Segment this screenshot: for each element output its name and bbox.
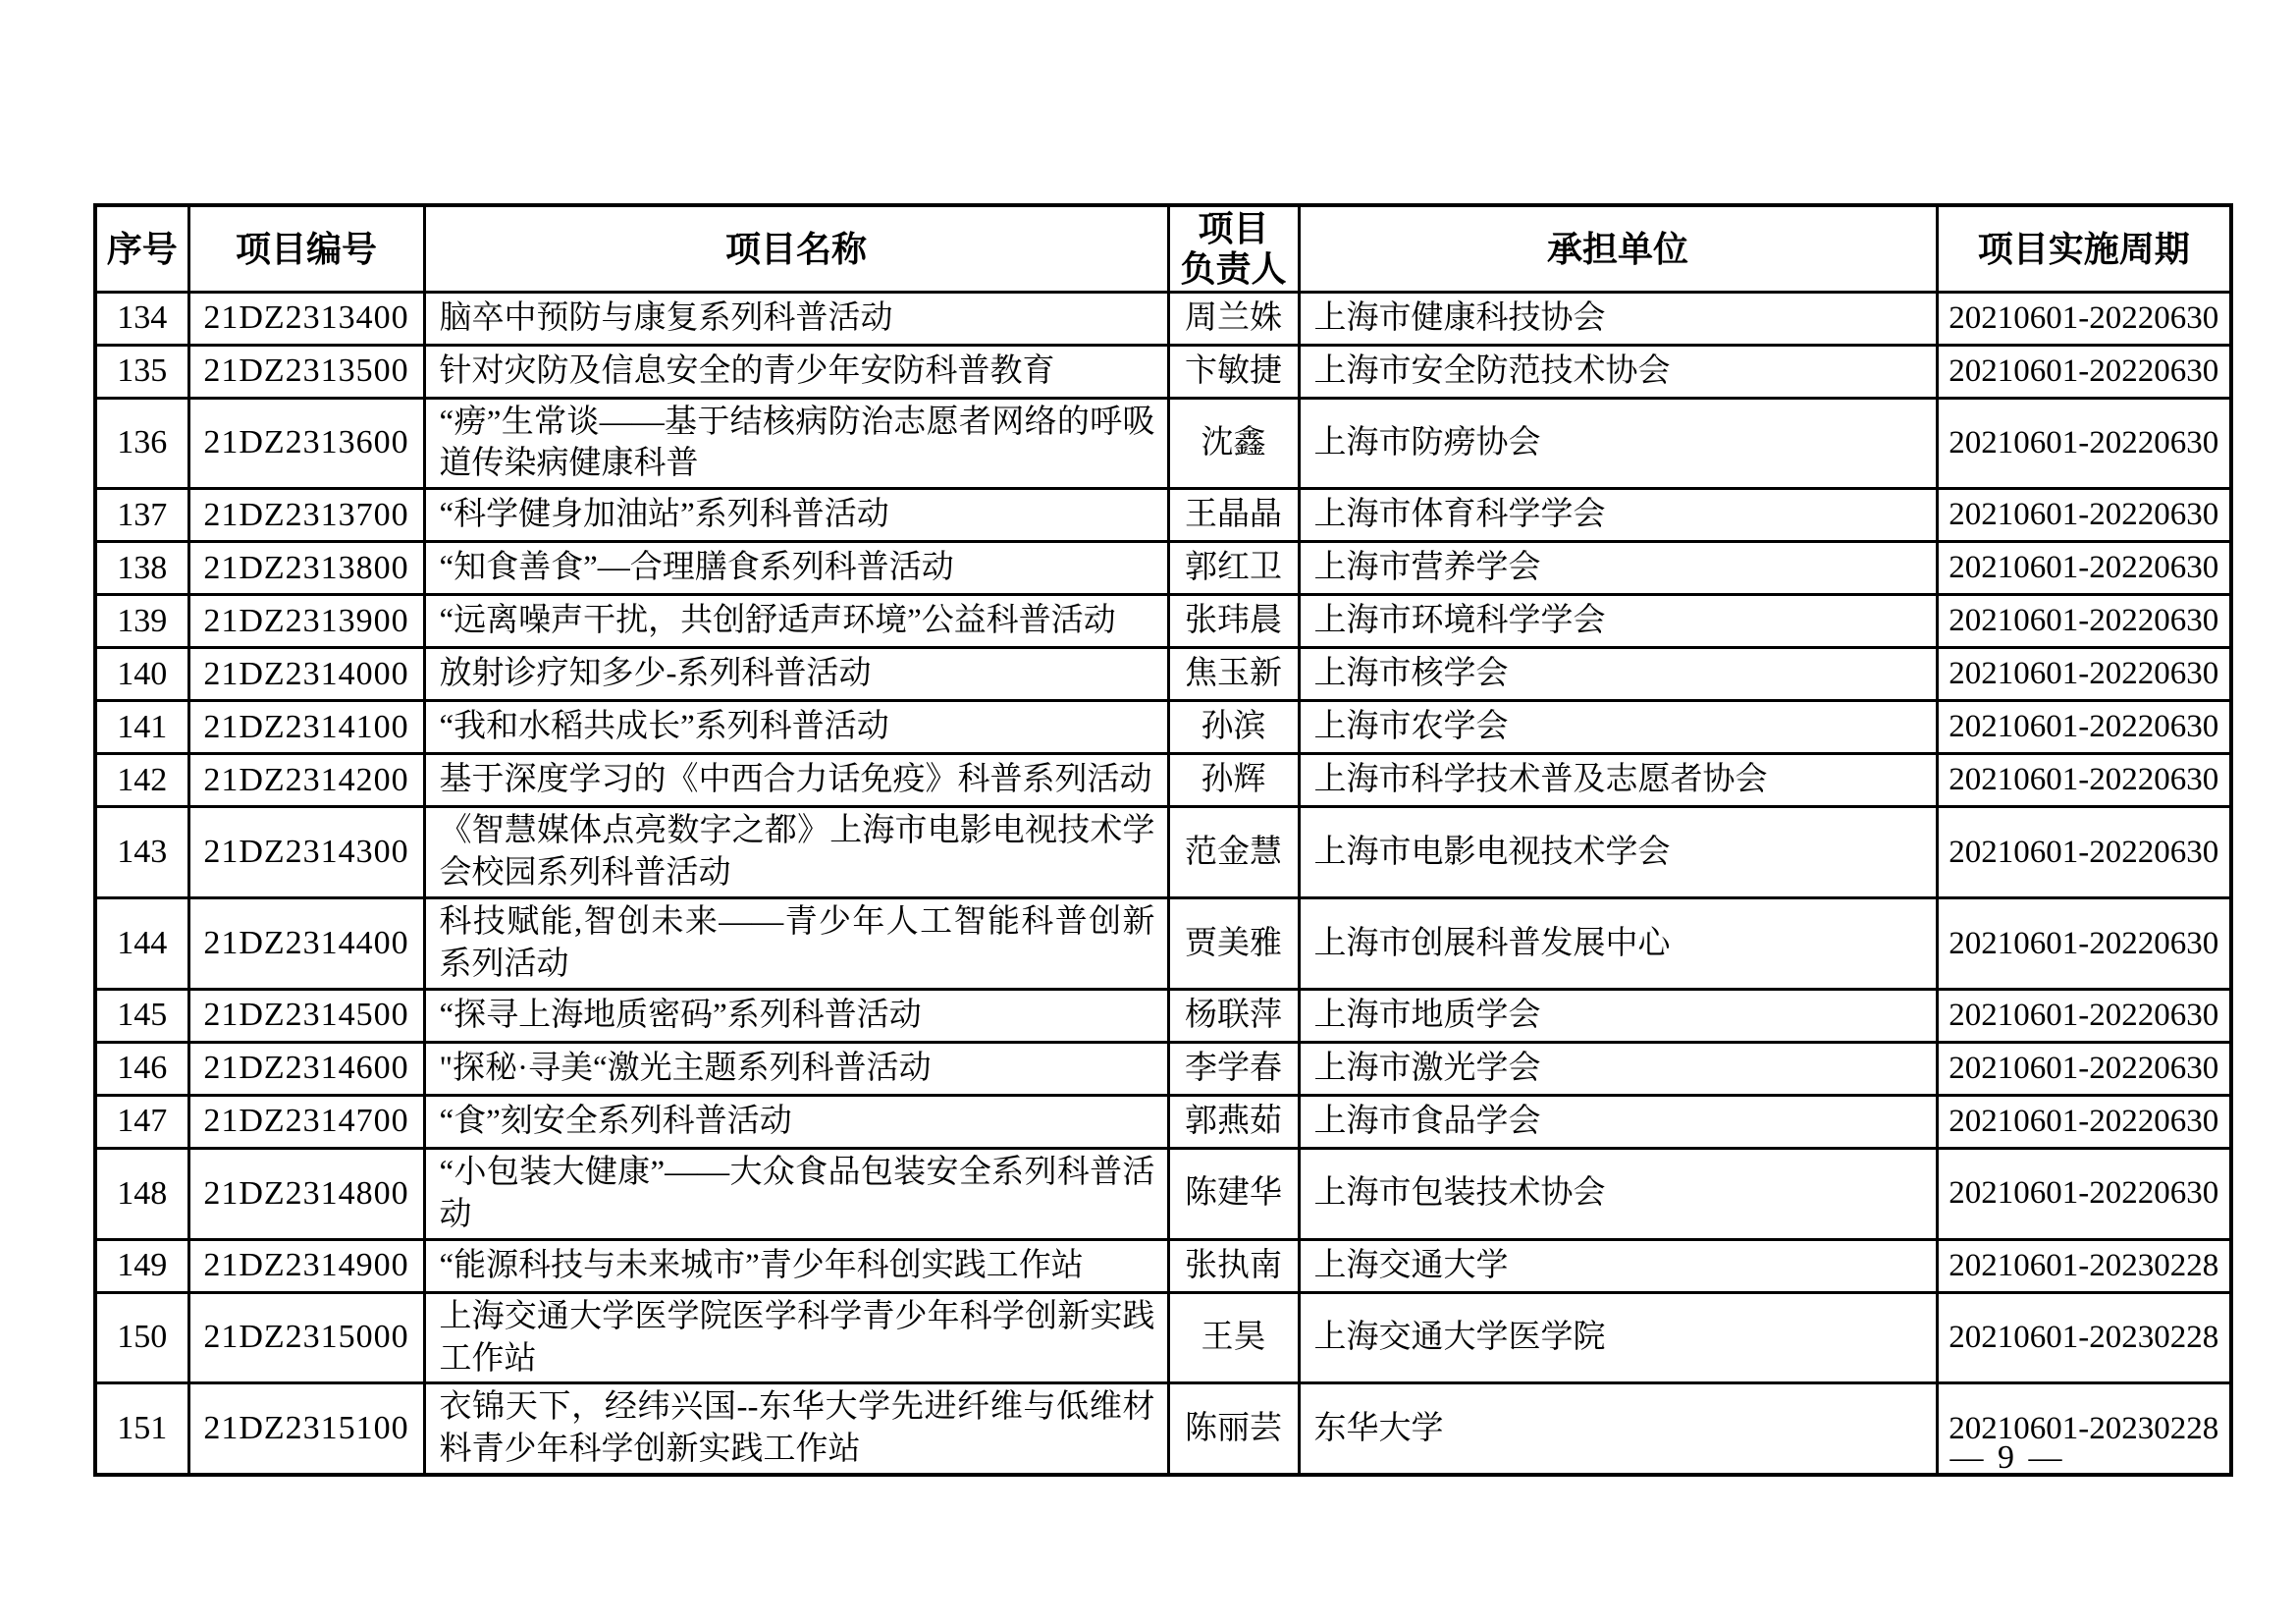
cell-project-leader: 范金慧 — [1168, 807, 1299, 898]
cell-project-code: 21DZ2314700 — [188, 1095, 424, 1148]
header-unit: 承担单位 — [1299, 205, 1937, 292]
table-row — [95, 398, 2231, 489]
cell-implementation-period: 20210601-20220630 — [1937, 807, 2231, 898]
cell-project-leader: 焦玉新 — [1168, 648, 1299, 701]
cell-project-leader: 王晶晶 — [1168, 489, 1299, 542]
cell-serial-number: 150 — [95, 1292, 188, 1383]
cell-implementation-period: 20210601-20230228 — [1937, 1292, 2231, 1383]
cell-implementation-period: 20210601-20220630 — [1937, 489, 2231, 542]
cell-project-code: 21DZ2314400 — [188, 898, 424, 990]
table-row — [95, 1042, 2231, 1095]
cell-undertaking-unit: 上海市健康科技协会 — [1299, 292, 1937, 345]
cell-project-code: 21DZ2313700 — [188, 489, 424, 542]
table-row — [95, 595, 2231, 648]
cell-project-code: 21DZ2313900 — [188, 595, 424, 648]
table-row — [95, 701, 2231, 754]
cell-implementation-period: 20210601-20230228 — [1937, 1383, 2231, 1475]
table-row — [95, 989, 2231, 1042]
cell-project-name: 科技赋能,智创未来——青少年人工智能科普创新系列活动 — [424, 898, 1168, 990]
cell-project-name: “科学健身加油站”系列科普活动 — [424, 489, 1168, 542]
cell-project-name: “知食善食”—合理膳食系列科普活动 — [424, 542, 1168, 595]
cell-project-name: 《智慧媒体点亮数字之都》上海市电影电视技术学会校园系列科普活动 — [424, 807, 1168, 898]
cell-project-leader: 孙滨 — [1168, 701, 1299, 754]
cell-project-code: 21DZ2314600 — [188, 1042, 424, 1095]
header-index: 序号 — [95, 205, 188, 292]
header-row — [95, 205, 2231, 292]
cell-project-code: 21DZ2313600 — [188, 398, 424, 489]
cell-serial-number: 139 — [95, 595, 188, 648]
cell-serial-number: 142 — [95, 754, 188, 807]
cell-undertaking-unit: 上海市环境科学学会 — [1299, 595, 1937, 648]
cell-serial-number: 136 — [95, 398, 188, 489]
table-row — [95, 1239, 2231, 1292]
header-leader-line1: 项目 — [1198, 207, 1269, 248]
cell-project-code: 21DZ2314300 — [188, 807, 424, 898]
cell-project-name: “我和水稻共成长”系列科普活动 — [424, 701, 1168, 754]
cell-implementation-period: 20210601-20220630 — [1937, 754, 2231, 807]
header-period: 项目实施周期 — [1937, 205, 2231, 292]
cell-project-code: 21DZ2314900 — [188, 1239, 424, 1292]
cell-project-code: 21DZ2314800 — [188, 1148, 424, 1239]
cell-project-leader: 贾美雅 — [1168, 898, 1299, 990]
cell-serial-number: 143 — [95, 807, 188, 898]
cell-project-code: 21DZ2314200 — [188, 754, 424, 807]
cell-project-leader: 杨联萍 — [1168, 989, 1299, 1042]
cell-project-name: "探秘·寻美“激光主题系列科普活动 — [424, 1042, 1168, 1095]
cell-implementation-period: 20210601-20220630 — [1937, 1095, 2231, 1148]
cell-serial-number: 138 — [95, 542, 188, 595]
cell-project-name: “探寻上海地质密码”系列科普活动 — [424, 989, 1168, 1042]
cell-project-name: 基于深度学习的《中西合力话免疫》科普系列活动 — [424, 754, 1168, 807]
cell-serial-number: 141 — [95, 701, 188, 754]
cell-project-leader: 张玮晨 — [1168, 595, 1299, 648]
cell-undertaking-unit: 上海市农学会 — [1299, 701, 1937, 754]
cell-project-name: “食”刻安全系列科普活动 — [424, 1095, 1168, 1148]
cell-implementation-period: 20210601-20220630 — [1937, 989, 2231, 1042]
cell-serial-number: 137 — [95, 489, 188, 542]
cell-undertaking-unit: 东华大学 — [1299, 1383, 1937, 1475]
cell-undertaking-unit: 上海市体育科学学会 — [1299, 489, 1937, 542]
cell-implementation-period: 20210601-20220630 — [1937, 398, 2231, 489]
table-body — [95, 292, 2231, 1475]
cell-project-leader: 陈丽芸 — [1168, 1383, 1299, 1475]
cell-serial-number: 145 — [95, 989, 188, 1042]
cell-implementation-period: 20210601-20220630 — [1937, 701, 2231, 754]
cell-serial-number: 135 — [95, 345, 188, 398]
cell-project-leader: 张执南 — [1168, 1239, 1299, 1292]
cell-undertaking-unit: 上海市科学技术普及志愿者协会 — [1299, 754, 1937, 807]
cell-project-code: 21DZ2315000 — [188, 1292, 424, 1383]
cell-project-name: “痨”生常谈——基于结核病防治志愿者网络的呼吸道传染病健康科普 — [424, 398, 1168, 489]
cell-project-name: 脑卒中预防与康复系列科普活动 — [424, 292, 1168, 345]
header-code: 项目编号 — [188, 205, 424, 292]
cell-undertaking-unit: 上海交通大学医学院 — [1299, 1292, 1937, 1383]
cell-project-code: 21DZ2314000 — [188, 648, 424, 701]
cell-project-name: 衣锦天下，经纬兴国--东华大学先进纤维与低维材料青少年科学创新实践工作站 — [424, 1383, 1168, 1475]
cell-undertaking-unit: 上海市防痨协会 — [1299, 398, 1937, 489]
cell-undertaking-unit: 上海市地质学会 — [1299, 989, 1937, 1042]
cell-project-leader: 郭红卫 — [1168, 542, 1299, 595]
cell-project-code: 21DZ2313500 — [188, 345, 424, 398]
table-row — [95, 1148, 2231, 1239]
table-row — [95, 807, 2231, 898]
cell-undertaking-unit: 上海市包装技术协会 — [1299, 1148, 1937, 1239]
cell-undertaking-unit: 上海交通大学 — [1299, 1239, 1937, 1292]
table-row — [95, 542, 2231, 595]
table-header — [95, 205, 2231, 292]
cell-undertaking-unit: 上海市核学会 — [1299, 648, 1937, 701]
cell-project-name: 针对灾防及信息安全的青少年安防科普教育 — [424, 345, 1168, 398]
cell-serial-number: 149 — [95, 1239, 188, 1292]
cell-project-name: “小包装大健康”——大众食品包装安全系列科普活动 — [424, 1148, 1168, 1239]
cell-project-name: 上海交通大学医学院医学科学青少年科学创新实践工作站 — [424, 1292, 1168, 1383]
cell-undertaking-unit: 上海市激光学会 — [1299, 1042, 1937, 1095]
cell-undertaking-unit: 上海市电影电视技术学会 — [1299, 807, 1937, 898]
cell-implementation-period: 20210601-20230228 — [1937, 1239, 2231, 1292]
header-name: 项目名称 — [424, 205, 1168, 292]
cell-project-leader: 卞敏捷 — [1168, 345, 1299, 398]
projects-table — [93, 203, 2233, 1477]
cell-project-code: 21DZ2313800 — [188, 542, 424, 595]
cell-serial-number: 151 — [95, 1383, 188, 1475]
cell-project-leader: 沈鑫 — [1168, 398, 1299, 489]
cell-project-code: 21DZ2314500 — [188, 989, 424, 1042]
cell-implementation-period: 20210601-20220630 — [1937, 292, 2231, 345]
cell-implementation-period: 20210601-20220630 — [1937, 542, 2231, 595]
table-row — [95, 1292, 2231, 1383]
page-number: — 9 — — [1949, 1439, 2065, 1476]
cell-implementation-period: 20210601-20220630 — [1937, 595, 2231, 648]
cell-serial-number: 148 — [95, 1148, 188, 1239]
cell-undertaking-unit: 上海市营养学会 — [1299, 542, 1937, 595]
table-row — [95, 754, 2231, 807]
cell-project-leader: 王昊 — [1168, 1292, 1299, 1383]
cell-serial-number: 146 — [95, 1042, 188, 1095]
header-leader — [1168, 205, 1299, 292]
table-row — [95, 648, 2231, 701]
header-leader-line2: 负责人 — [1180, 248, 1287, 290]
cell-project-leader: 周兰姝 — [1168, 292, 1299, 345]
cell-serial-number: 134 — [95, 292, 188, 345]
cell-serial-number: 140 — [95, 648, 188, 701]
cell-implementation-period: 20210601-20220630 — [1937, 1148, 2231, 1239]
cell-implementation-period: 20210601-20220630 — [1937, 898, 2231, 990]
cell-project-name: “远离噪声干扰，共创舒适声环境”公益科普活动 — [424, 595, 1168, 648]
cell-undertaking-unit: 上海市安全防范技术协会 — [1299, 345, 1937, 398]
cell-implementation-period: 20210601-20220630 — [1937, 1042, 2231, 1095]
cell-implementation-period: 20210601-20220630 — [1937, 345, 2231, 398]
table-row — [95, 489, 2231, 542]
cell-project-name: “能源科技与未来城市”青少年科创实践工作站 — [424, 1239, 1168, 1292]
cell-project-leader: 郭燕茹 — [1168, 1095, 1299, 1148]
cell-project-leader: 李学春 — [1168, 1042, 1299, 1095]
cell-undertaking-unit: 上海市食品学会 — [1299, 1095, 1937, 1148]
cell-project-leader: 陈建华 — [1168, 1148, 1299, 1239]
cell-project-leader: 孙辉 — [1168, 754, 1299, 807]
cell-project-code: 21DZ2315100 — [188, 1383, 424, 1475]
table-row — [95, 1095, 2231, 1148]
table-row — [95, 898, 2231, 990]
cell-project-name: 放射诊疗知多少-系列科普活动 — [424, 648, 1168, 701]
table-row — [95, 292, 2231, 345]
cell-serial-number: 144 — [95, 898, 188, 990]
cell-undertaking-unit: 上海市创展科普发展中心 — [1299, 898, 1937, 990]
cell-project-code: 21DZ2313400 — [188, 292, 424, 345]
table-row — [95, 345, 2231, 398]
cell-implementation-period: 20210601-20220630 — [1937, 648, 2231, 701]
cell-serial-number: 147 — [95, 1095, 188, 1148]
cell-project-code: 21DZ2314100 — [188, 701, 424, 754]
